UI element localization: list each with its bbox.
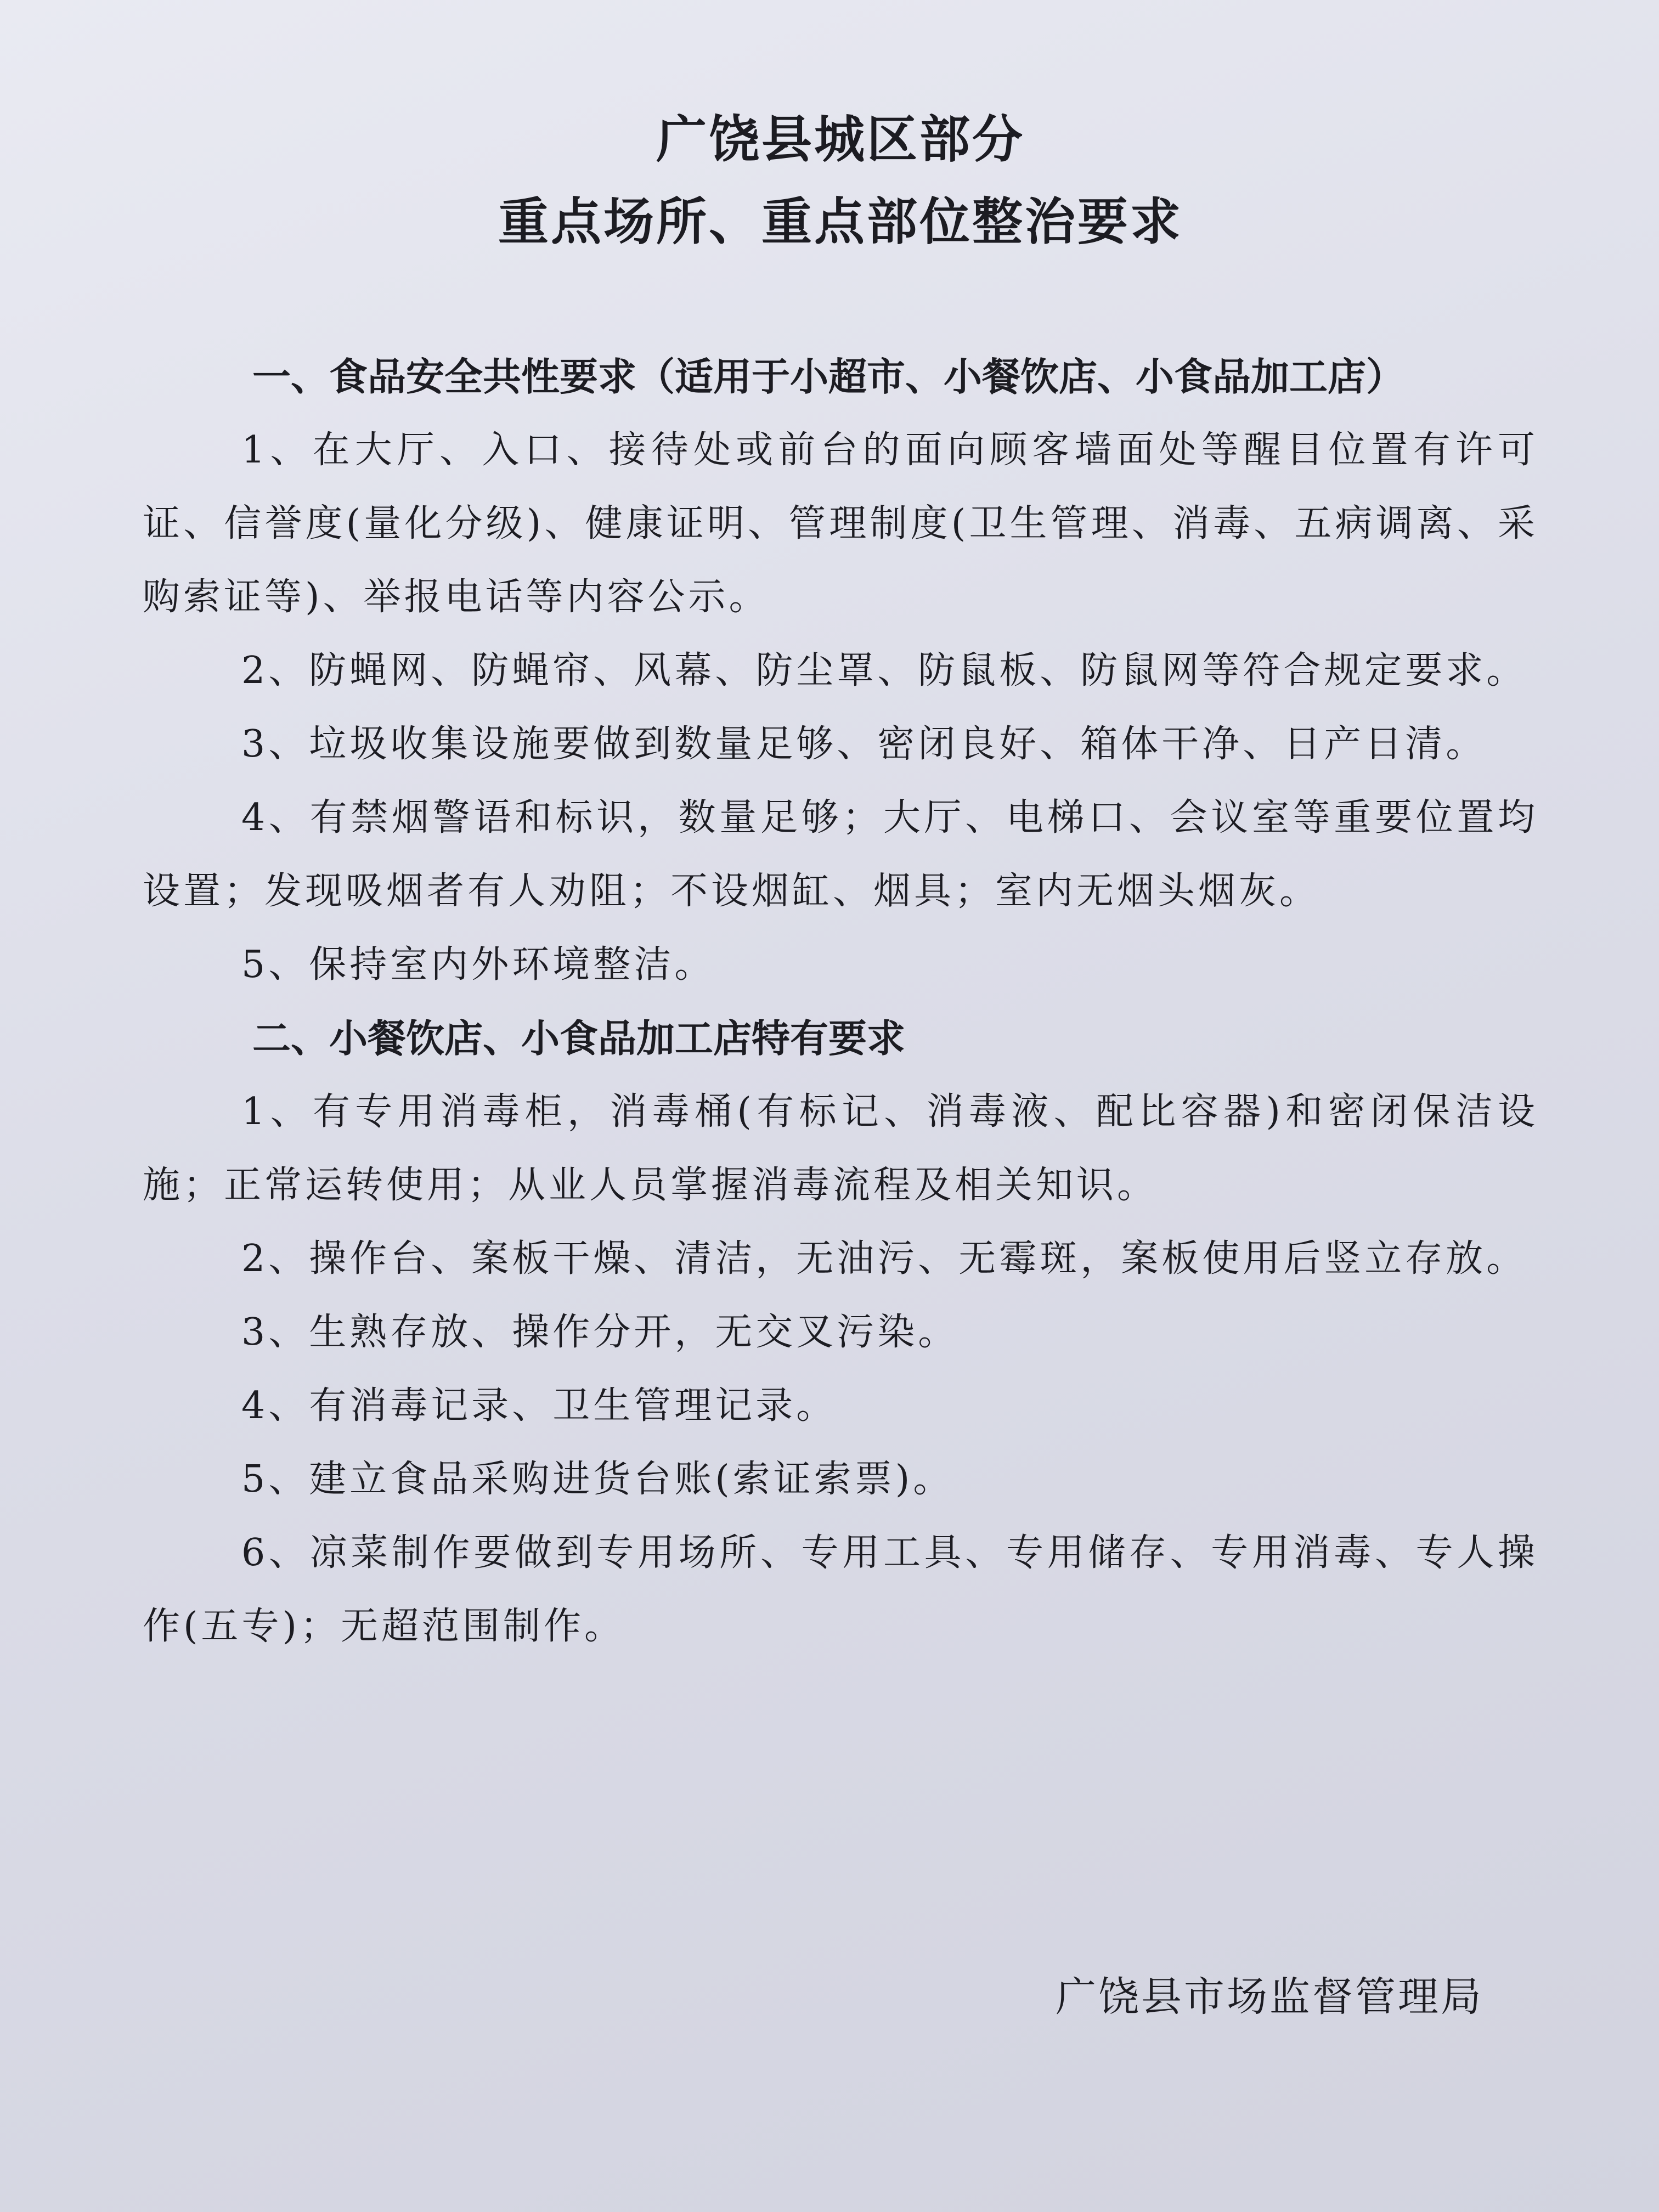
title-line-1: 广饶县城区部分 bbox=[656, 110, 1025, 169]
section-heading: 二、小餐饮店、小食品加工店特有要求 bbox=[252, 1016, 905, 1061]
section-2-item-4: 4、有消毒记录、卫生管理记录。 bbox=[241, 1384, 837, 1427]
section-2-item-5: 5、建立食品采购进货台账(索证索票)。 bbox=[241, 1458, 954, 1501]
document-title bbox=[143, 99, 1538, 263]
section-1 bbox=[143, 340, 1538, 1002]
section-2-item-6: 6、凉菜制作要做到专用场所、专用工具、专用储存、专用消毒、专人操作(五专)；无超范围制作。 bbox=[143, 1531, 1538, 1648]
section-2-item-2: 2、操作台、案板干燥、清洁，无油污、无霉斑，案板使用后竖立存放。 bbox=[241, 1237, 1527, 1280]
section-1-item-2: 2、防蝇网、防蝇帘、风幕、防尘罩、防鼠板、防鼠网等符合规定要求。 bbox=[241, 649, 1527, 692]
section-heading: 一、食品安全共性要求（适用于小超市、小餐饮店、小食品加工店） bbox=[252, 354, 1404, 399]
section-1-item-1: 1、在大厅、入口、接待处或前台的面向顾客墙面处等醒目位置有许可证、信誉度(量化分级)、健康证明、管理制度(卫生管理、消毒、五病调离、采购索证等)、举报电话等内容公示。 bbox=[143, 428, 1538, 619]
section-2-item-1: 1、有专用消毒柜，消毒桶(有标记、消毒液、配比容器)和密闭保洁设施；正常运转使用；从业人员掌握消毒流程及相关知识。 bbox=[143, 1090, 1538, 1207]
section-2 bbox=[143, 1002, 1538, 1663]
section-2-item-3: 3、生熟存放、操作分开，无交叉污染。 bbox=[241, 1311, 959, 1354]
section-1-item-3: 3、垃圾收集设施要做到数量足够、密闭良好、箱体干净、日产日清。 bbox=[241, 723, 1487, 766]
section-1-item-4: 4、有禁烟警语和标识，数量足够；大厅、电梯口、会议室等重要位置均设置；发现吸烟者有人劝阻；不设烟缸、烟具；室内无烟头烟灰。 bbox=[143, 796, 1538, 913]
title-line-2: 重点场所、重点部位整治要求 bbox=[498, 193, 1183, 251]
section-1-item-5: 5、保持室内外环境整洁。 bbox=[241, 943, 715, 986]
issuer-signature: 广饶县市场监督管理局 bbox=[1056, 1973, 1483, 2021]
